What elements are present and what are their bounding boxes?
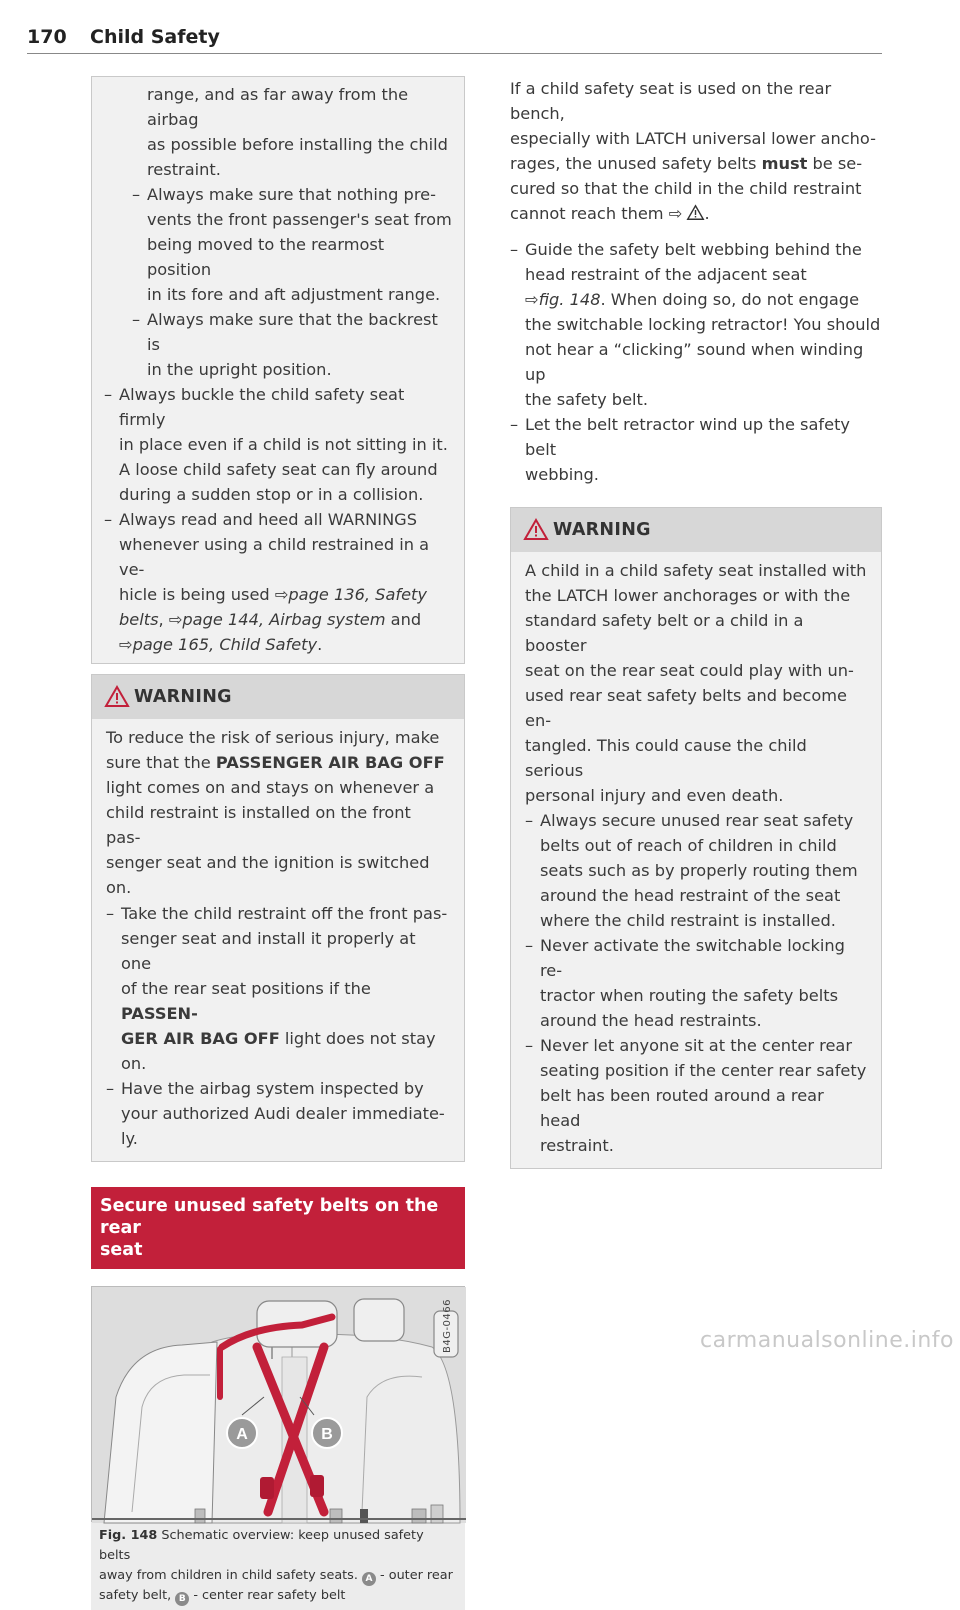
page-header — [27, 24, 882, 54]
text-line: range, and as far away from the airbag — [147, 85, 409, 129]
reference-arrow-icon: ⇨ — [168, 610, 183, 629]
text-line: restraint. — [147, 160, 221, 179]
list-item: – Always make sure that the backrest is in the upright position. — [132, 310, 438, 379]
callout-a-icon: A — [362, 1572, 376, 1586]
warning-triangle-icon — [687, 205, 704, 220]
intro-paragraph: If a child safety seat is used on the rear bench, especially with LATCH universal lower ancho- rages, the unused safety belts must be se- cured so that the child in the child restraint cannot reach them ⇨ . — [510, 79, 876, 223]
warning-title: WARNING — [134, 687, 232, 707]
warning-triangle-icon — [524, 519, 548, 540]
figure-caption: Fig. 148 Schematic overview: keep unused safety belts away from children in child safety seats. A - outer rear safety belt, B - center rear safety belt — [91, 1522, 465, 1610]
watermark: carmanualsonline.info — [700, 1328, 954, 1353]
left-column — [91, 76, 465, 1610]
page-title: Child Safety — [90, 26, 220, 48]
page-number: 170 — [27, 26, 67, 48]
list-item: – Always secure unused rear seat safety belts out of reach of children in child seats such as by properly routing them around the head restraint of the seat where the child restraint is installed. — [525, 811, 858, 930]
warning-box: WARNING To reduce the risk of serious injury, make sure that the PASSENGER AIR BAG OFF light comes on and stays on whenever a child restraint is installed on the front pas- senger seat and the ignition is switched on. – Take the child restraint off the front pas- senger seat and install it properly at one of the rear seat positions if the PASSEN- GER AIR BAG OFF light does not stay on. – Have the airbag system inspected by your authorized Audi dealer immediate- ly. — [91, 674, 465, 1162]
warning-header — [511, 508, 881, 552]
reference-arrow-icon: ⇨ — [274, 585, 289, 604]
reference-arrow-icon: ⇨ — [525, 290, 539, 309]
list-item: – Take the child restraint off the front pas- senger seat and install it properly at one of the rear seat positions if the PASSEN- GER AIR BAG OFF light does not stay on. — [106, 904, 448, 1073]
warning-title: WARNING — [553, 520, 651, 540]
callout-a: A — [236, 1426, 248, 1443]
warning-header — [92, 675, 464, 719]
rear-seat-illustration — [92, 1287, 466, 1523]
list-item: – Never activate the switchable locking re- tractor when routing the safety belts around the head restraints. — [525, 936, 845, 1030]
page-reference-link[interactable]: page 165, Child Safety — [132, 635, 318, 654]
reference-arrow-icon: ⇨ — [668, 204, 683, 223]
warning-triangle-icon — [105, 686, 129, 707]
callout-b-icon: B — [175, 1592, 189, 1606]
callout-b: B — [321, 1426, 333, 1443]
page-reference-link[interactable]: page 144, Airbag system — [182, 610, 386, 629]
list-item: – Always read and heed all WARNINGS whenever using a child restrained in a ve- hicle is being used ⇨page 136, Safety belts, ⇨page 144, Airbag system and ⇨page 165, Child Safety. — [104, 510, 430, 654]
page-reference-link[interactable]: page 136, Safety — [288, 585, 427, 604]
list-item: – Guide the safety belt webbing behind the head restraint of the adjacent seat ⇨fig. 148. When doing so, do not engage the switchable locking retractor! You should not hear a “clicking” sound when winding up the safety belt. — [510, 240, 881, 409]
list-item: – Always make sure that nothing pre- vents the front passenger's seat from being moved to the rearmost position in its fore and aft adjustment range. — [132, 185, 452, 304]
list-item: – Let the belt retractor wind up the safety belt webbing. — [510, 415, 850, 484]
right-column — [510, 76, 882, 1169]
warning-box: WARNING A child in a child safety seat installed with the LATCH lower anchorages or with the standard safety belt or a child in a booster seat on the rear seat could play with un- used rear seat safety belts and become en- tangled. This could cause the child serious personal injury and even death. – Always secure unused rear seat safety belts out of reach of children in child seats such as by properly routing them around the head restraint of the seat where the child restraint is installed. – Never activate the switchable locking re- tractor when routing the safety belts around the head restraints. – Never let anyone sit at the center rear seating position if the center rear safety belt has been routed around a rear head restraint. — [510, 507, 882, 1169]
page-reference-link[interactable]: belts — [119, 610, 159, 629]
list-item: – Have the airbag system inspected by your authorized Audi dealer immediate- ly. — [106, 1079, 445, 1148]
list-item: – Always buckle the child safety seat firmly in place even if a child is not sitting in it. A loose child safety seat can fly around during a sudden stop or in a collision. — [104, 385, 448, 504]
reference-arrow-icon: ⇨ — [119, 635, 133, 654]
continued-warning-box — [91, 76, 465, 664]
list-item: – Never let anyone sit at the center rear seating position if the center rear safety belt has been routed around a rear head restraint. — [525, 1036, 867, 1155]
figure-rear-seat-belts — [91, 1286, 465, 1522]
figure-code: B4G-0466 — [442, 1299, 453, 1354]
text-line: as possible before installing the child — [147, 135, 448, 154]
section-heading: Secure unused safety belts on the rear seat — [91, 1187, 465, 1269]
figure-reference-link[interactable]: fig. 148 — [538, 290, 601, 309]
